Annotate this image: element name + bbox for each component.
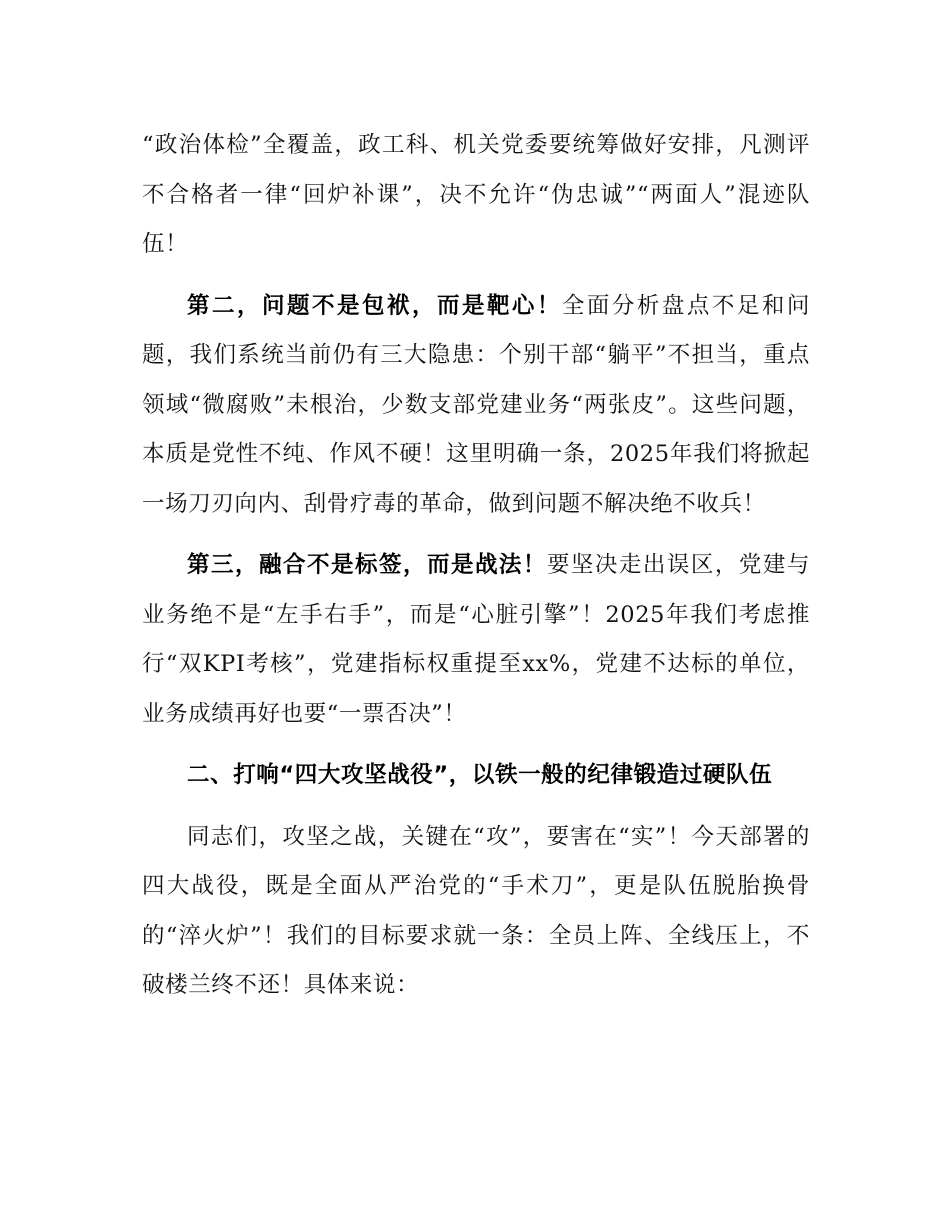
section-heading bbox=[142, 751, 810, 801]
paragraph-intro bbox=[142, 813, 810, 1011]
paragraph-third-point bbox=[142, 541, 810, 739]
paragraph-continuation bbox=[142, 121, 810, 270]
paragraph-text: 同志们，攻坚之战，关键在“攻”，要害在“实”！今天部署的四大战役，既是全面从严治党的“手术刀”，更是队伍脱胎换骨的“淬火炉”！我们的目标要求就一条：全员上阵、全线压上，不破楼兰终不还！具体来说： bbox=[142, 823, 810, 998]
paragraph-text: 全面分析盘点不足和问题，我们系统当前仍有三大隐患：个别干部“躺平”不担当，重点领域“微腐败”未根治，少数支部党建业务“两张皮”。这些问题，本质是党性不纯、作风不硬！这里明确一条，2025年我们将掀起一场刀刃向内、刮骨疗毒的革命，做到问题不解决绝不收兵！ bbox=[142, 292, 810, 517]
paragraph-text: “政治体检”全覆盖，政工科、机关党委要统筹做好安排，凡测评不合格者一律“回炉补课”，决不允许“伪忠诚”“两面人”混迹队伍！ bbox=[142, 132, 810, 257]
paragraph-second-point bbox=[142, 282, 810, 530]
paragraph-text: 要坚决走出误区，党建与业务绝不是“左手右手”，而是“心脏引擎”！2025年我们考虑推行“双KPI考核”，党建指标权重提至xx%，党建不达标的单位，业务成绩再好也要“一票否决”！ bbox=[142, 552, 810, 727]
section-heading-text: 二、打响“四大攻坚战役”，以铁一般的纪律锻造过硬队伍 bbox=[187, 762, 773, 788]
document-body bbox=[142, 121, 810, 1023]
paragraph-lead: 第二，问题不是包袱，而是靶心！ bbox=[187, 292, 562, 319]
paragraph-lead: 第三，融合不是标签，而是战法！ bbox=[187, 552, 547, 578]
